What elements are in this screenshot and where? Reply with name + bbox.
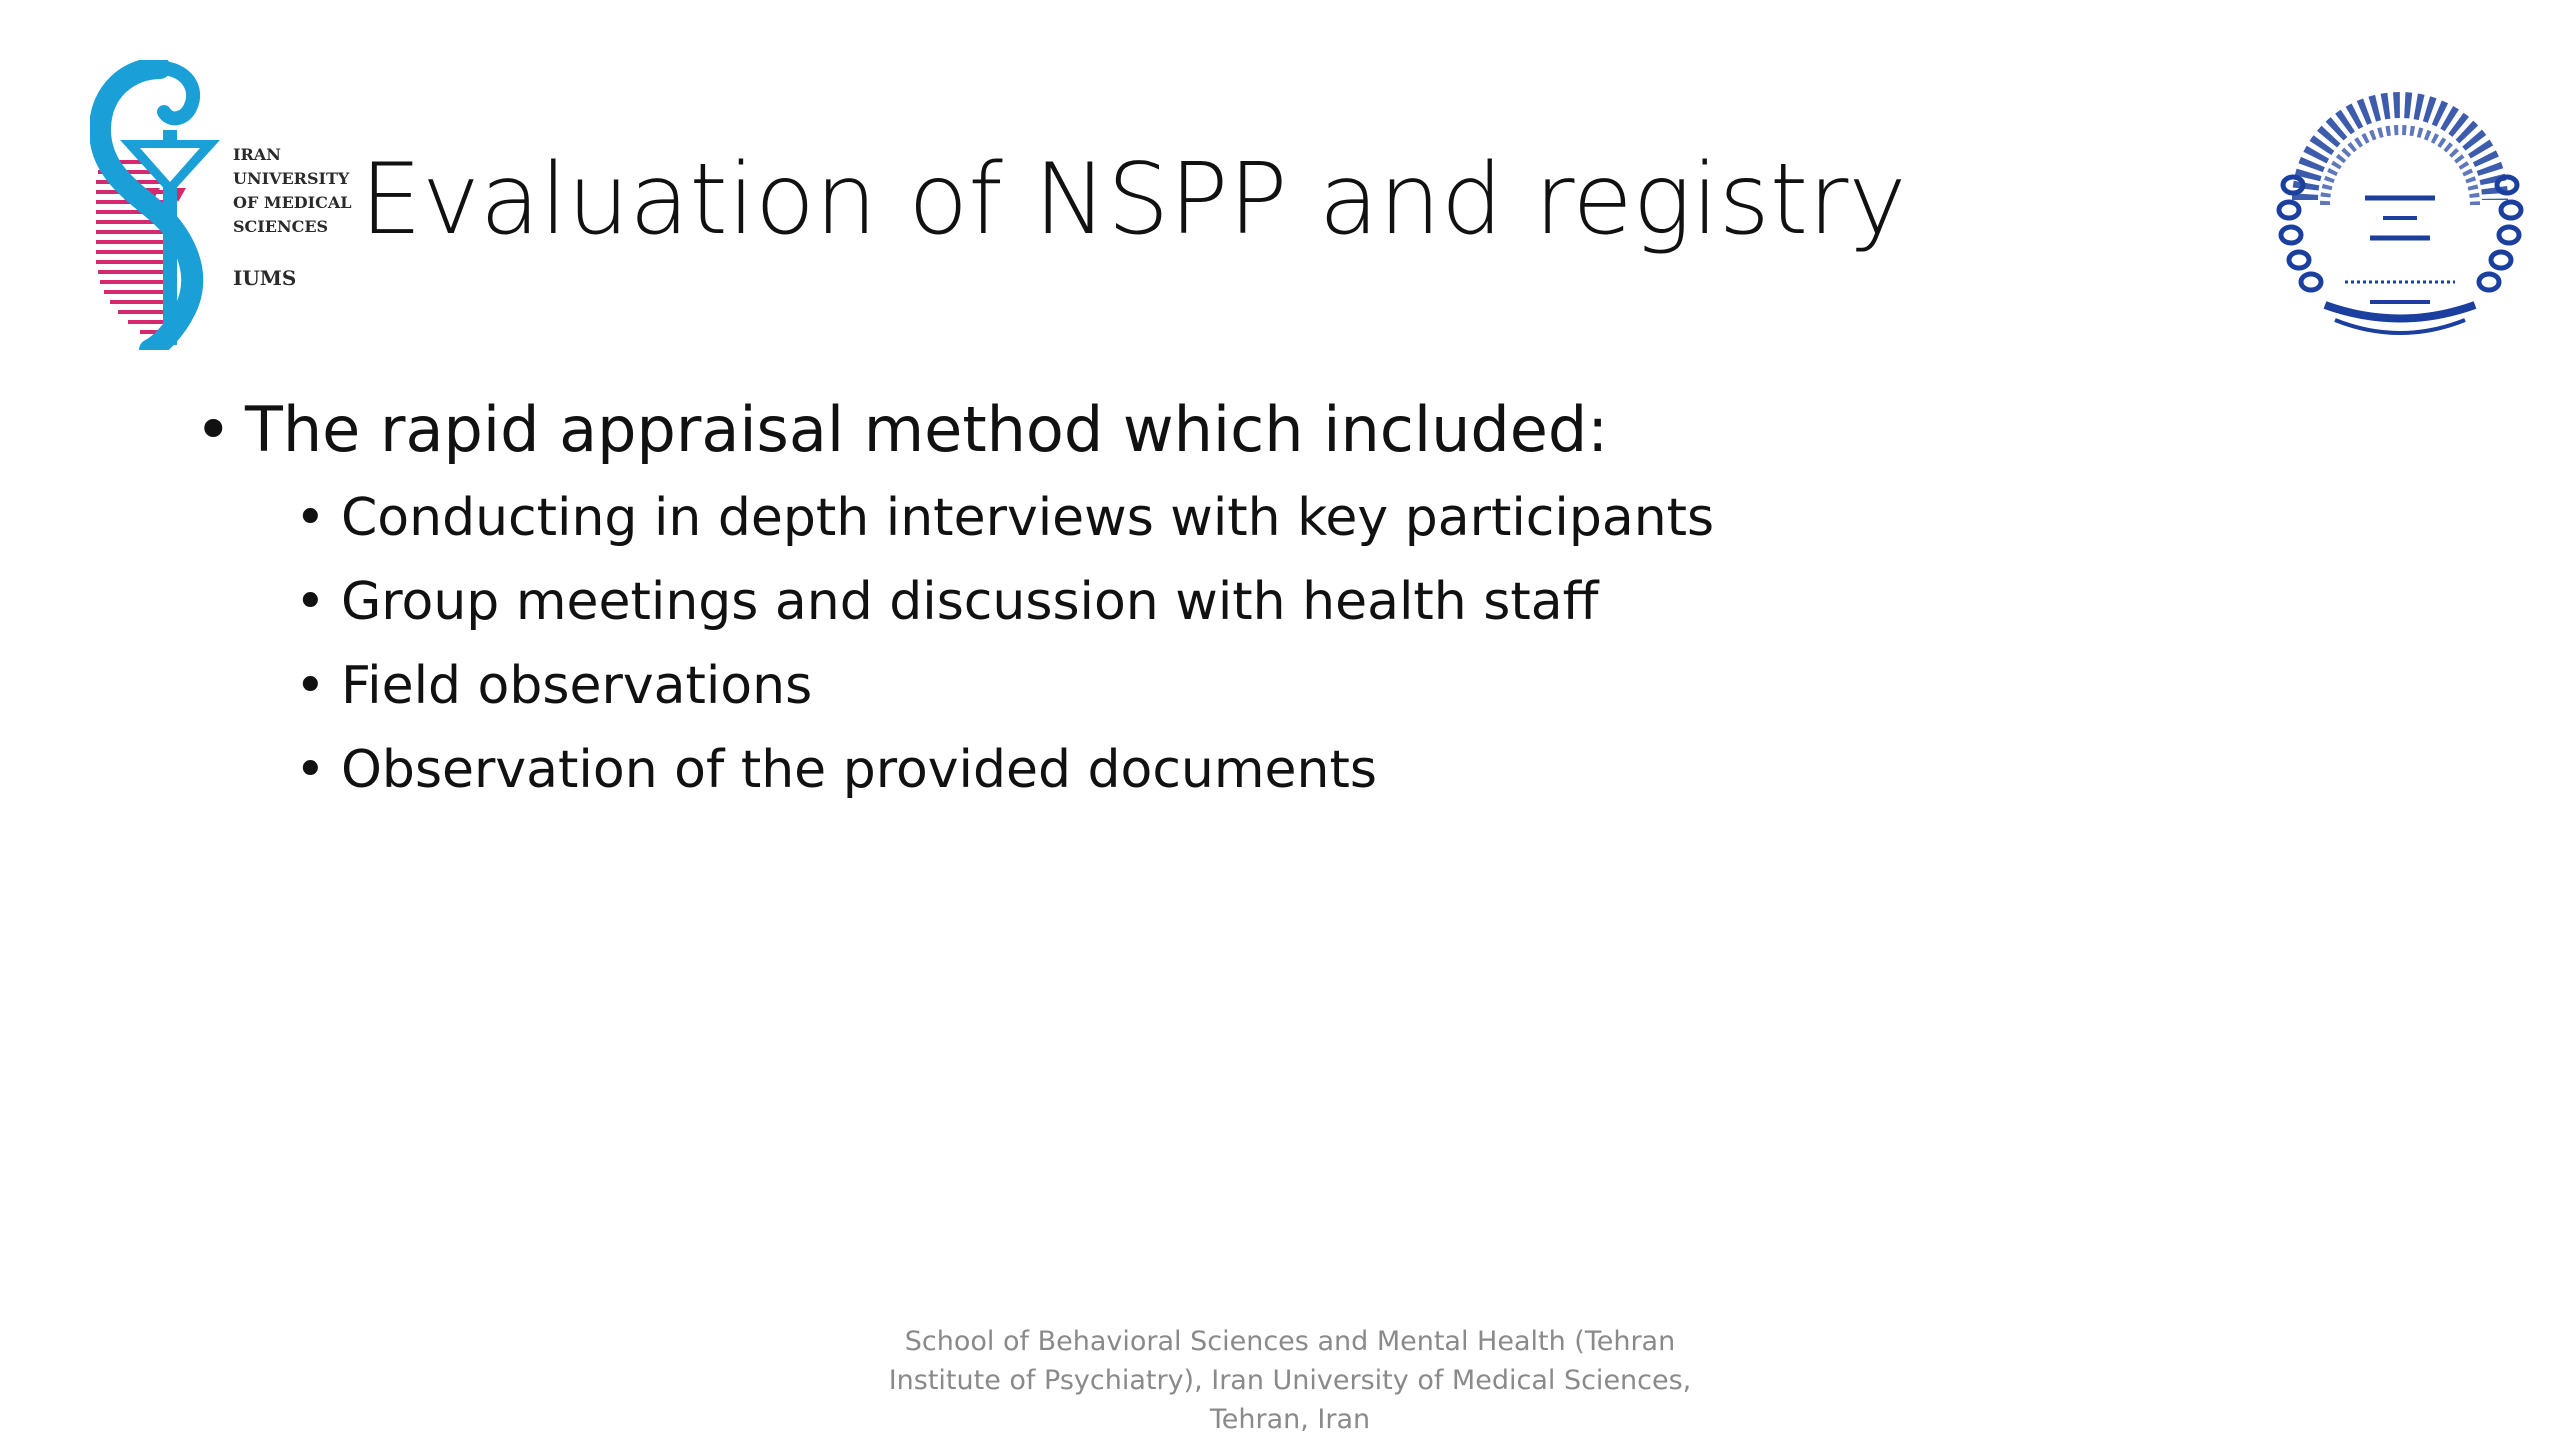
sub-bullet-list	[195, 476, 2095, 812]
sub-bullet-item: • Group meetings and discussion with health staff	[295, 560, 2095, 644]
iums-logo	[90, 60, 360, 360]
iums-logo-icon	[90, 60, 230, 350]
logo-line: SCIENCES	[233, 217, 329, 236]
page-title: Evaluation of NSPP and registry	[360, 143, 1907, 257]
slide-content	[195, 390, 2095, 812]
tehran-institute-seal	[2265, 70, 2535, 350]
sub-bullet-item: • Field observations	[295, 644, 2095, 728]
iums-logo-text	[233, 143, 352, 239]
footer-line: Tehran, Iran	[1209, 1404, 1371, 1435]
sub-bullet-item: • Conducting in depth interviews with key participants	[295, 476, 2095, 560]
slide-footer	[880, 1322, 1700, 1439]
footer-line: School of Behavioral Sciences and Mental Health (Tehran	[904, 1326, 1676, 1357]
footer-line: Institute of Psychiatry), Iran University of Medical Sciences,	[888, 1365, 1692, 1396]
logo-line: OF MEDICAL	[233, 193, 352, 212]
logo-line: UNIVERSITY	[233, 169, 350, 188]
tehran-institute-seal-icon	[2265, 70, 2535, 350]
sub-bullet-item: • Observation of the provided documents	[295, 728, 2095, 812]
bullet-item: • The rapid appraisal method which included:	[195, 390, 2095, 470]
logo-line: IRAN	[233, 145, 281, 164]
iums-logo-abbr: IUMS	[233, 266, 297, 290]
